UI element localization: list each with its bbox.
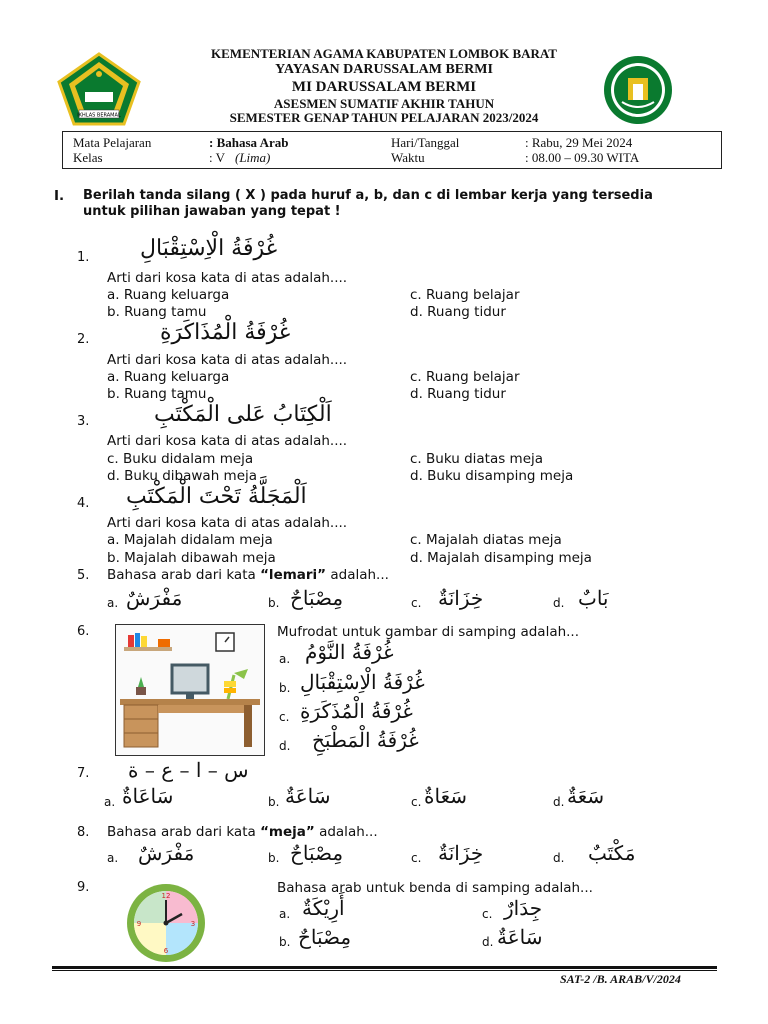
instruction-line1: Berilah tanda silang ( X ) pada huruf a, b, dan c di lembar kerja yang tersedia xyxy=(83,188,653,203)
time-value: : 08.00 – 09.30 WITA xyxy=(525,150,640,165)
q6-number: 6. xyxy=(77,624,90,639)
q5-option-d[interactable]: بَابٌ xyxy=(578,586,609,610)
q1-prompt: Arti dari kosa kata di atas adalah.... xyxy=(107,270,348,286)
svg-text:9: 9 xyxy=(136,920,142,928)
q7-option-d[interactable]: سَعَةٌ xyxy=(567,784,605,808)
q7-option-c[interactable]: سَعَاةٌ xyxy=(424,784,467,808)
q7-option-b-label[interactable]: b. xyxy=(268,795,280,809)
q5-option-a-label[interactable]: a. xyxy=(107,596,119,610)
q7-option-c-label[interactable]: c. xyxy=(411,795,422,809)
day-value: : Rabu, 29 Mei 2024 xyxy=(525,135,633,150)
q8-prompt-post: adalah... xyxy=(314,824,378,840)
q3-prompt: Arti dari kosa kata di atas adalah.... xyxy=(107,433,348,449)
q4-arabic: اَلْمَجَلَّةُ تَحْتَ الْمَكْتَبِ xyxy=(126,484,307,509)
q4-option-d[interactable]: d. Majalah disamping meja xyxy=(410,550,592,566)
footer-rule-thin xyxy=(52,970,717,971)
q6-option-a[interactable]: غُرْفَةُ النَّوْمُ xyxy=(305,640,394,664)
logo-motto: IKHLAS BERAMAL xyxy=(77,112,121,119)
q7-letters: س – ا – ع – ة xyxy=(128,758,249,782)
q5-option-d-label[interactable]: d. xyxy=(553,596,565,610)
class-value: : V xyxy=(209,150,226,165)
q5-prompt-post: adalah... xyxy=(326,567,389,583)
q8-option-d[interactable]: مَكْتَبٌ xyxy=(588,841,636,865)
q2-prompt: Arti dari kosa kata di atas adalah.... xyxy=(107,352,348,368)
q8-option-a-label[interactable]: a. xyxy=(107,851,119,865)
q7-option-a[interactable]: سَاعَاةٌ xyxy=(122,784,174,808)
study-room-image xyxy=(115,624,265,756)
q9-number: 9. xyxy=(77,880,90,895)
q9-option-d[interactable]: سَاعَةٌ xyxy=(497,925,543,949)
q6-option-a-label[interactable]: a. xyxy=(279,652,291,666)
q8-option-c[interactable]: خِزَانَةٌ xyxy=(438,841,484,865)
q4-option-b[interactable]: b. Majalah dibawah meja xyxy=(107,550,276,566)
q2-option-d[interactable]: d. Ruang tidur xyxy=(410,386,506,402)
q3-option-b[interactable]: d. Buku dibawah meja xyxy=(107,468,258,484)
q5-option-c-label[interactable]: c. xyxy=(411,596,422,610)
q7-option-d-label[interactable]: d. xyxy=(553,795,565,809)
foundation-title: YAYASAN DARUSSALAM BERMI xyxy=(275,62,493,77)
q3-option-d[interactable]: d. Buku disamping meja xyxy=(410,468,574,484)
q8-prompt xyxy=(107,824,378,840)
q4-prompt: Arti dari kosa kata di atas adalah.... xyxy=(107,515,348,531)
q8-option-b-label[interactable]: b. xyxy=(268,851,280,865)
exam-info-box xyxy=(62,131,722,169)
q2-option-c[interactable]: c. Ruang belajar xyxy=(410,369,520,385)
svg-text:12: 12 xyxy=(161,892,171,900)
q8-option-d-label[interactable]: d. xyxy=(553,851,565,865)
q6-option-d[interactable]: غُرْفَةُ الْمَطْبَخِ xyxy=(312,728,419,752)
q3-number: 3. xyxy=(77,414,90,429)
q6-option-c[interactable]: غُرْفَةُ الْمُذَكَرَةِ xyxy=(300,699,413,723)
exam-title: ASESMEN SUMATIF AKHIR TAHUN xyxy=(273,96,495,111)
q1-option-c[interactable]: c. Ruang belajar xyxy=(410,287,520,303)
q5-option-a[interactable]: مَفْرَشٌ xyxy=(126,586,183,610)
q8-prompt-pre: Bahasa arab dari kata xyxy=(107,824,261,840)
q9-option-c-label[interactable]: c. xyxy=(482,907,493,921)
q4-option-c[interactable]: c. Majalah diatas meja xyxy=(410,532,562,548)
q1-option-a[interactable]: a. Ruang keluarga xyxy=(107,287,230,303)
q9-option-c[interactable]: جِدَارٌ xyxy=(504,896,543,920)
ministry-title: KEMENTERIAN AGAMA KABUPATEN LOMBOK BARAT xyxy=(211,46,557,61)
q4-number: 4. xyxy=(77,496,90,511)
q9-option-a-label[interactable]: a. xyxy=(279,907,291,921)
q5-prompt-pre: Bahasa arab dari kata xyxy=(107,567,261,583)
q2-number: 2. xyxy=(77,332,90,347)
q9-option-b[interactable]: مِصْبَاحٌ xyxy=(298,925,352,949)
q8-number: 8. xyxy=(77,825,90,840)
q6-option-b[interactable]: غُرْفَةُ الْاِسْتِقْبَالِ xyxy=(300,670,425,694)
q1-arabic: غُرْفَةُ الْاِسْتِقْبَالِ xyxy=(140,236,278,261)
school-title: MI DARUSSALAM BERMI xyxy=(291,79,477,95)
q3-option-c[interactable]: c. Buku diatas meja xyxy=(410,451,544,467)
subject-value: : Bahasa Arab xyxy=(209,135,289,150)
q9-option-d-label[interactable]: d. xyxy=(482,935,494,949)
q5-prompt xyxy=(107,567,389,583)
day-label: Hari/Tanggal xyxy=(391,135,460,150)
class-value-italic: (Lima) xyxy=(235,150,271,165)
q9-prompt: Bahasa arab untuk benda di samping adalah... xyxy=(277,880,593,896)
footer-code: SAT-2 /B. ARAB/V/2024 xyxy=(560,972,681,986)
q6-option-c-label[interactable]: c. xyxy=(279,710,290,724)
svg-text:6: 6 xyxy=(163,947,169,955)
wall-clock-image xyxy=(122,882,210,964)
q9-option-a[interactable]: أَرِيْكَةٌ xyxy=(302,896,345,920)
q7-number: 7. xyxy=(77,766,90,781)
q8-option-a[interactable]: مَفْرَشٌ xyxy=(138,841,195,865)
q5-number: 5. xyxy=(77,568,90,583)
q7-option-b[interactable]: سَاعَةٌ xyxy=(285,784,331,808)
time-label: Waktu xyxy=(391,150,425,165)
q8-option-c-label[interactable]: c. xyxy=(411,851,422,865)
q3-option-a[interactable]: c. Buku didalam meja xyxy=(107,451,254,467)
q3-arabic: اَلْكِتَابُ عَلى الْمَكْتَبِ xyxy=(154,402,332,427)
semester-title: SEMESTER GENAP TAHUN PELAJARAN 2023/2024 xyxy=(229,110,539,125)
q4-option-a[interactable]: a. Majalah didalam meja xyxy=(107,532,273,548)
class-label: Kelas xyxy=(73,150,103,165)
q1-option-b[interactable]: b. Ruang tamu xyxy=(107,304,207,320)
q9-option-b-label[interactable]: b. xyxy=(279,935,291,949)
footer-rule xyxy=(52,966,717,969)
section-roman: I. xyxy=(54,188,65,204)
instruction-line2: untuk pilihan jawaban yang tepat ! xyxy=(83,204,341,219)
q5-prompt-word: “lemari” xyxy=(260,567,327,583)
q5-option-b[interactable]: مِصْبَاحٌ xyxy=(290,586,344,610)
q8-option-b[interactable]: مِصْبَاحٌ xyxy=(290,841,344,865)
q6-prompt: Mufrodat untuk gambar di samping adalah... xyxy=(277,624,580,640)
q2-option-a[interactable]: a. Ruang keluarga xyxy=(107,369,230,385)
q2-arabic: غُرْفَةُ الْمُذَاكَرَةِ xyxy=(160,320,291,345)
q1-option-d[interactable]: d. Ruang tidur xyxy=(410,304,506,320)
q6-option-d-label[interactable]: d. xyxy=(279,739,291,753)
q8-prompt-word: “meja” xyxy=(260,824,315,840)
q5-option-c[interactable]: خِزَانَةٌ xyxy=(438,586,484,610)
q6-option-b-label[interactable]: b. xyxy=(279,681,291,695)
q1-number: 1. xyxy=(77,250,90,265)
q2-option-b[interactable]: b. Ruang tamu xyxy=(107,386,207,402)
q7-option-a-label[interactable]: a. xyxy=(104,795,116,809)
svg-text:3: 3 xyxy=(190,920,196,928)
subject-label: Mata Pelajaran xyxy=(73,135,152,150)
q5-option-b-label[interactable]: b. xyxy=(268,596,280,610)
